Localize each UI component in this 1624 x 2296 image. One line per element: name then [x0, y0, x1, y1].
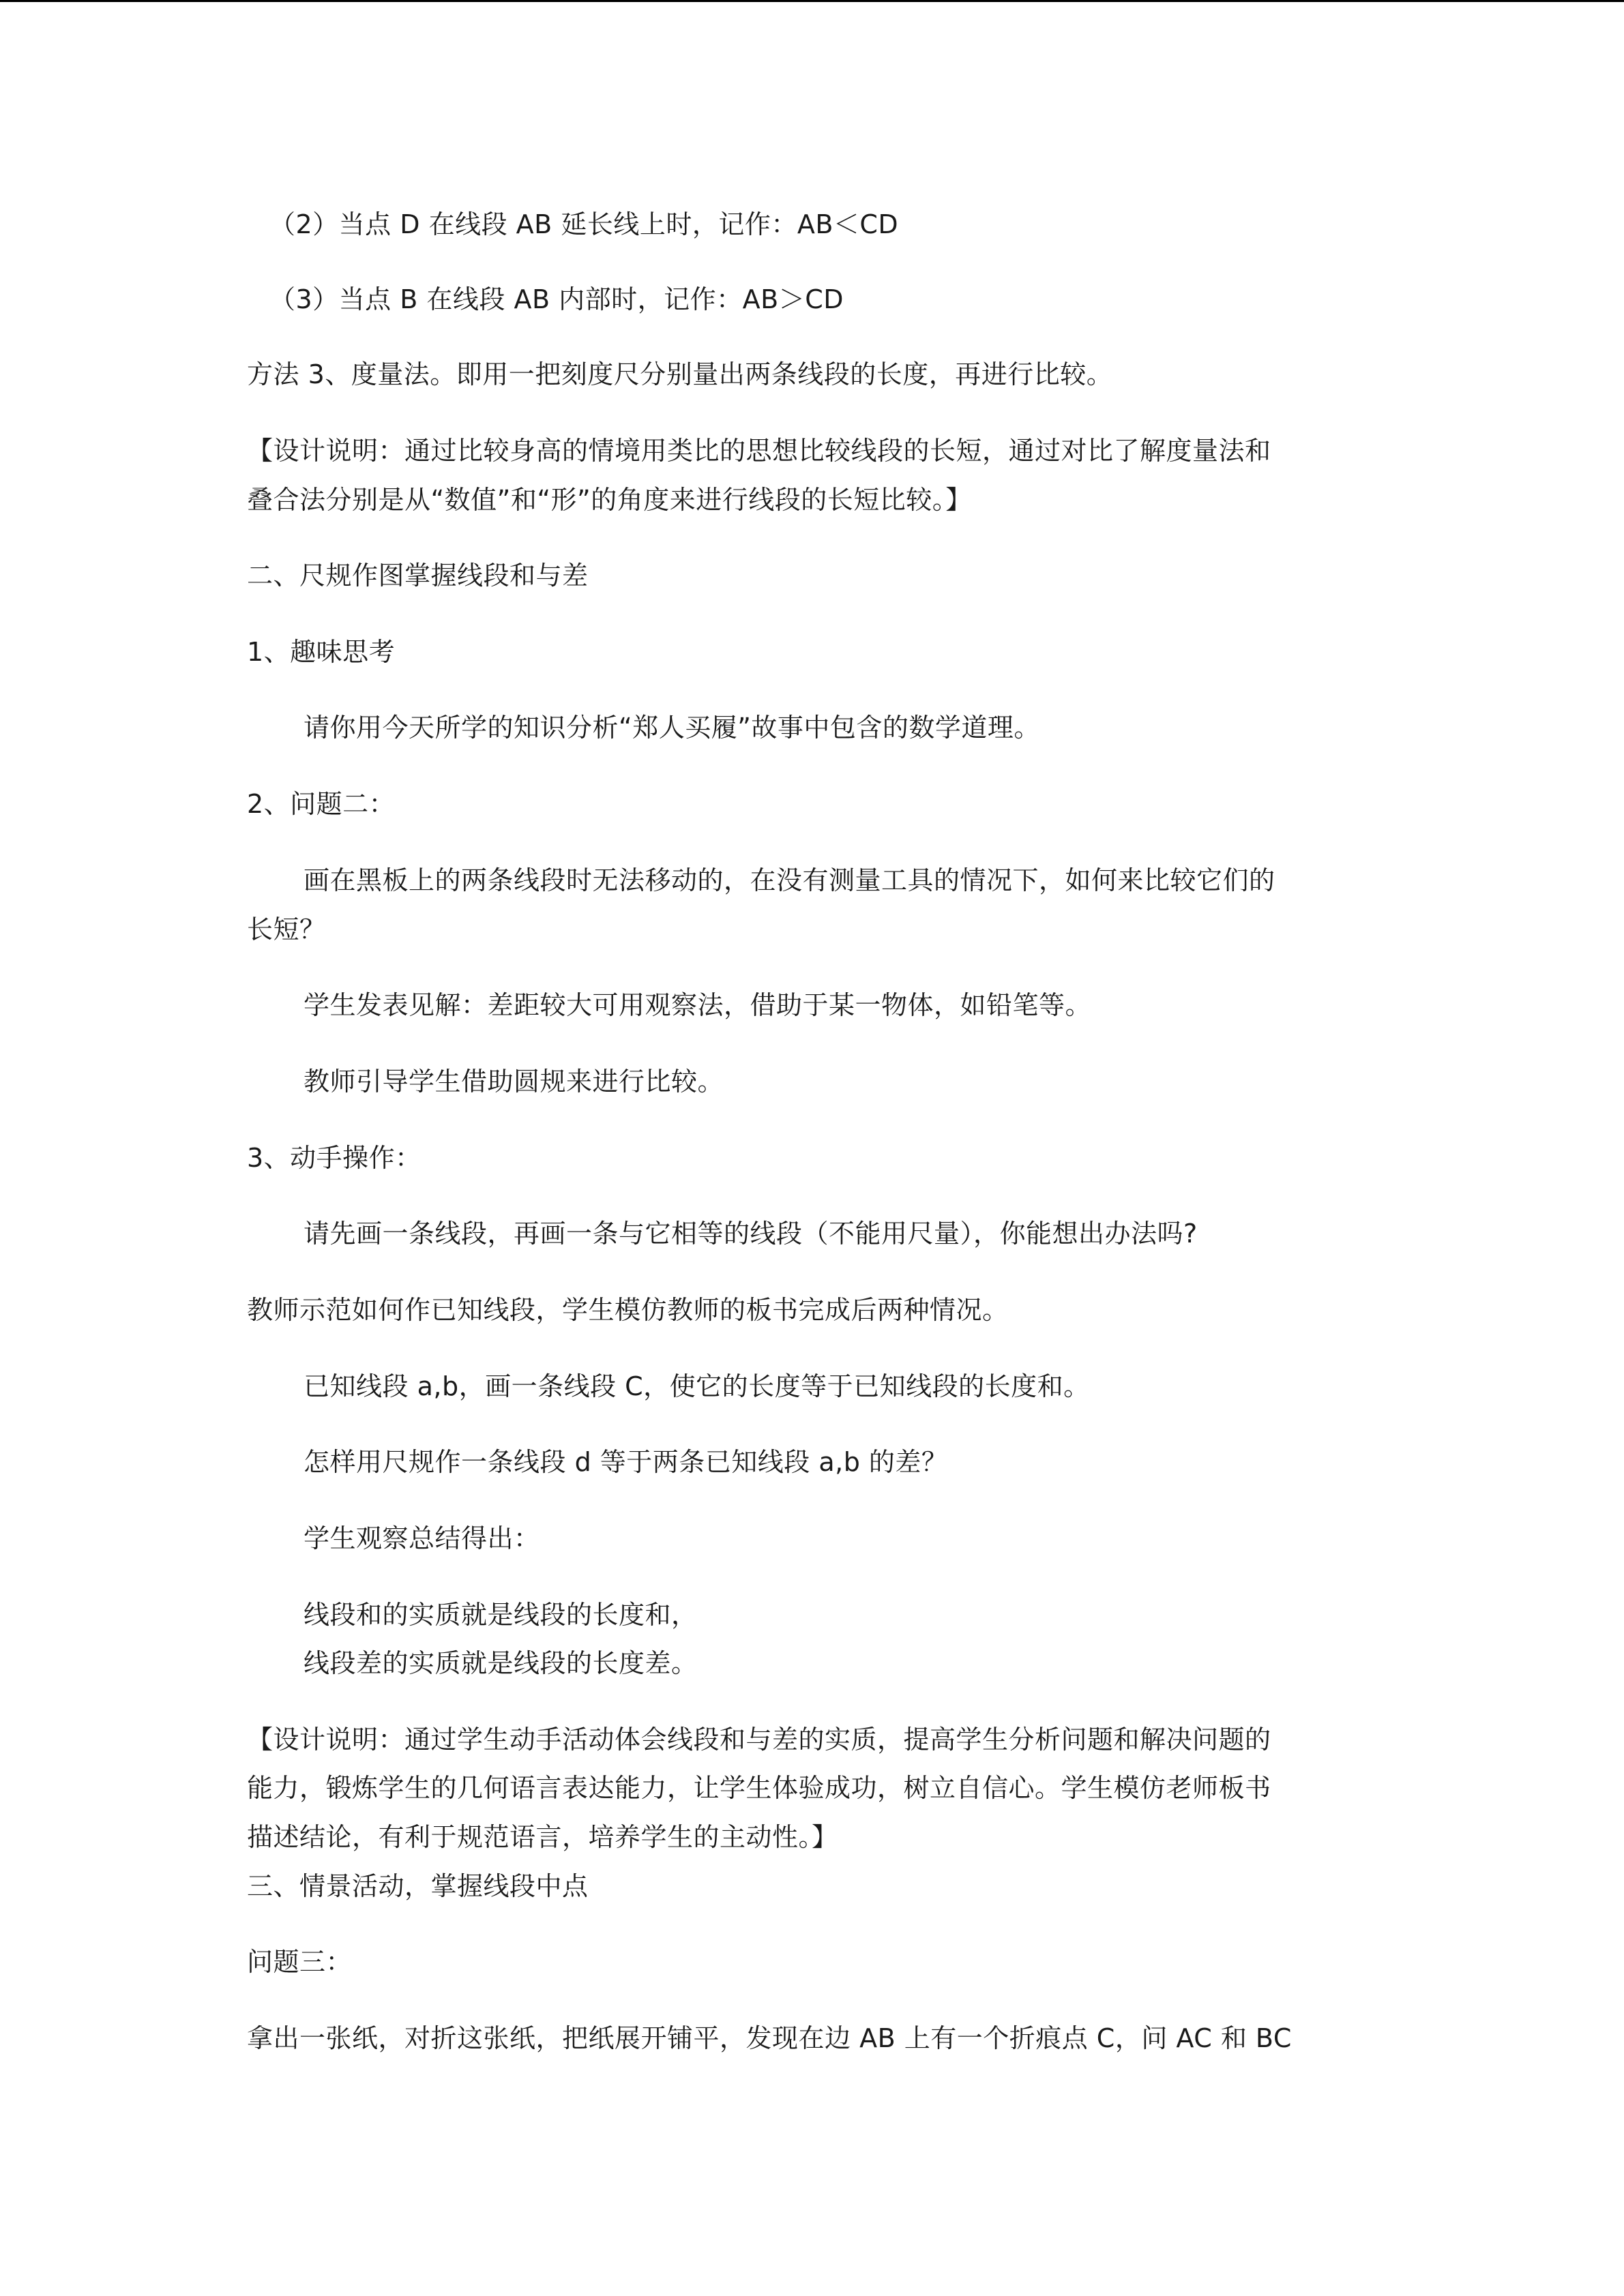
student-summary-line: 学生观察总结得出： — [304, 1523, 540, 1553]
item-1-text: 请你用今天所学的知识分析“郑人买履”故事中包含的数学道理。 — [304, 713, 1040, 743]
question-2-line-1: 画在黑板上的两条线段时无法移动的，在没有测量工具的情况下，如何来比较它们的 — [304, 865, 1275, 895]
question-2-line-2: 长短？ — [247, 914, 326, 944]
method-3-line: 方法 3、度量法。即用一把刻度尺分别量出两条线段的长度，再进行比较。 — [247, 359, 1113, 389]
design-note-2-line-2: 能力，锻炼学生的几何语言表达能力，让学生体验成功，树立自信心。学生模仿老师板书 — [247, 1773, 1271, 1803]
section-2-heading: 二、尺规作图掌握线段和与差 — [247, 561, 589, 591]
teacher-demo-line: 教师示范如何作已知线段，学生模仿教师的板书完成后两种情况。 — [247, 1295, 1009, 1325]
design-note-2-line-1: 【设计说明：通过学生动手活动体会线段和与差的实质，提高学生分析问题和解决问题的 — [247, 1725, 1271, 1755]
section-3-heading: 三、情景活动，掌握线段中点 — [247, 1871, 589, 1901]
item-2-heading: 2、问题二： — [247, 789, 396, 819]
difference-task-line: 怎样用尺规作一条线段 d 等于两条已知线段 a,b 的差？ — [304, 1447, 948, 1477]
teacher-guide-line: 教师引导学生借助圆规来进行比较。 — [304, 1067, 724, 1097]
item-1-heading: 1、趣味思考 — [247, 637, 396, 667]
question-3-heading: 问题三： — [247, 1947, 353, 1977]
task-line: 请先画一条线段，再画一条与它相等的线段（不能用尺量），你能想出办法吗? — [304, 1219, 1198, 1249]
item-3-heading: 3、动手操作： — [247, 1143, 422, 1173]
design-note-1-line-1: 【设计说明：通过比较身高的情境用类比的思想比较线段的长短，通过对比了解度量法和 — [247, 436, 1271, 466]
conclusion-sum-line: 线段和的实质就是线段的长度和， — [304, 1600, 698, 1630]
question-3-text: 拿出一张纸，对折这张纸，把纸展开铺平，发现在边 AB 上有一个折痕点 C，问 AC 和 BC — [247, 2023, 1292, 2053]
student-opinion-line: 学生发表见解：差距较大可用观察法，借助于某一物体，如铅笔等。 — [304, 990, 1092, 1020]
design-note-2-line-3: 描述结论，有利于规范语言，培养学生的主动性。】 — [247, 1822, 838, 1852]
conclusion-difference-line: 线段差的实质就是线段的长度差。 — [304, 1648, 698, 1678]
design-note-1-line-2: 叠合法分别是从“数值”和“形”的角度来进行线段的长短比较。】 — [247, 485, 972, 515]
case-2-line: （2）当点 D 在线段 AB 延长线上时，记作：AB＜CD — [269, 209, 899, 239]
case-3-line: （3）当点 B 在线段 AB 内部时，记作：AB＞CD — [269, 284, 844, 314]
sum-task-line: 已知线段 a,b，画一条线段 C，使它的长度等于已知线段的长度和。 — [304, 1371, 1090, 1401]
